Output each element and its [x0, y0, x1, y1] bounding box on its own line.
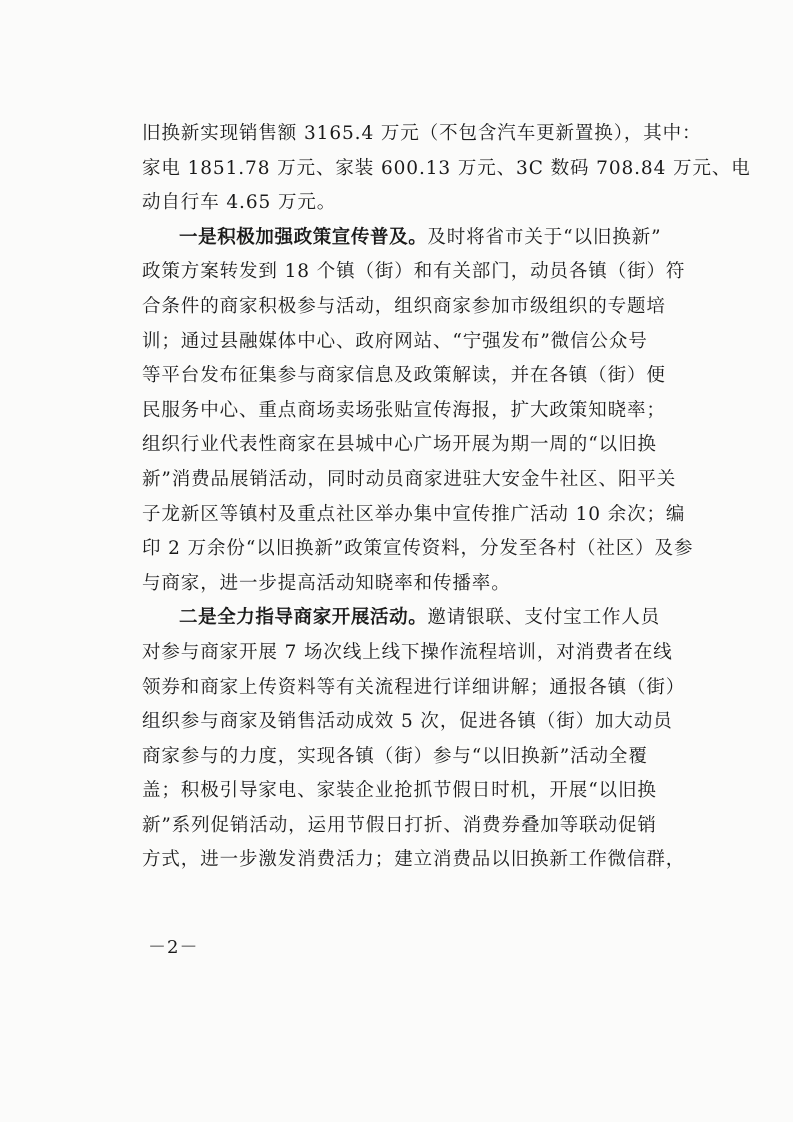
text-line: 训；通过县融媒体中心、政府网站、“宁强发布”微信公众号 — [142, 330, 648, 352]
text-line — [142, 601, 672, 636]
text-line: 印 2 万余份“以旧换新”政策宣传资料，分发至各村（社区）及参 — [142, 538, 694, 560]
page-number: －2－ — [148, 937, 199, 958]
text-line: 盖；积极引导家电、家装企业抢抓节假日时机，开展“以旧换 — [142, 780, 657, 802]
text-line: 新”系列促销活动，运用节假日打折、消费券叠加等联动促销 — [142, 814, 657, 836]
text-line: 动自行车 4.65 万元。 — [142, 192, 337, 214]
paragraph-merchant-guidance — [142, 601, 686, 878]
text-line: 组织行业代表性商家在县城中心广场开展为期一周的“以旧换 — [142, 434, 657, 456]
text-line: 合条件的商家积极参与活动，组织商家参加市级组织的专题培 — [142, 295, 666, 317]
text-line: 与商家，进一步提高活动知晓率和传播率。 — [142, 572, 511, 594]
text-line: 新”消费品展销活动，同时动员商家进驻大安金牛社区、阳平关 — [142, 468, 677, 490]
text-line: 对参与商家开展 7 场次线上线下操作流程培训，对消费者在线 — [142, 641, 673, 663]
text-line: 领券和商家上传资料等有关流程进行详细讲解；通报各镇（街） — [142, 676, 686, 698]
text-line: 旧换新实现销售额 3165.4 万元（不包含汽车更新置换），其中： — [142, 123, 702, 144]
text-line: 政策方案转发到 18 个镇（街）和有关部门，动员各镇（街）符 — [142, 261, 686, 283]
text-line-rest: 邀请银联、支付宝工作人员 — [427, 607, 661, 629]
text-line: 民服务中心、重点商场卖场张贴宣传海报，扩大政策知晓率； — [142, 399, 666, 421]
text-line: 子龙新区等镇村及重点社区举办集中宣传推广活动 10 余次；编 — [142, 503, 686, 525]
text-line: 方式，进一步激发消费活力；建立消费品以旧换新工作微信群， — [142, 849, 686, 871]
paragraph-sales-summary — [142, 117, 751, 221]
paragraph-policy-publicity — [142, 221, 694, 602]
text-line-rest: 及时将省市关于“以旧换新” — [427, 226, 662, 248]
text-line: 家电 1851.78 万元、家装 600.13 万元、3C 数码 708.84 万元、电 — [142, 157, 751, 179]
text-line: 组织参与商家及销售活动成效 5 次，促进各镇（街）加大动员 — [142, 711, 673, 733]
paragraph-lead-heading: 二是全力指导商家开展活动。 — [179, 607, 428, 629]
text-line: 商家参与的力度，实现各镇（街）参与“以旧换新”活动全覆 — [142, 745, 648, 767]
body-text — [142, 117, 751, 878]
text-line — [142, 221, 672, 256]
paragraph-lead-heading: 一是积极加强政策宣传普及。 — [179, 226, 428, 248]
text-line: 等平台发布征集参与商家信息及政策解读，并在各镇（街）便 — [142, 365, 666, 387]
